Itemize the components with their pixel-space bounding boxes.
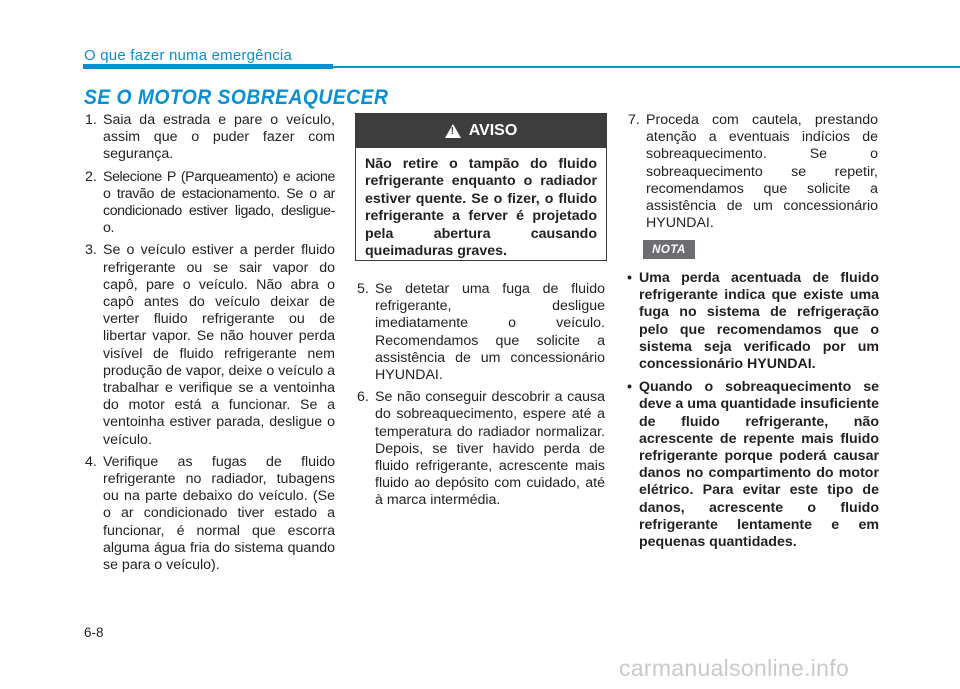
warning-triangle-icon xyxy=(445,124,461,138)
left-column xyxy=(85,112,335,579)
chapter-title: O que fazer numa emergência xyxy=(84,47,293,64)
step-text: Se o veículo estiver a perder fluido refrigerante ou se sair vapor do capô, pare o veículo. Não abra o capô antes do veículo deixar de verter fluido refrigerante ou de libertar vapor. Se não houver perda visível de fluido refrigerante nem produção de vapor, deixe o veículo a trabalhar e verifique se a ventoinha do motor está a funcionar. Se a ventoinha estiver parada, desligue o veículo. xyxy=(103,242,335,448)
step-text: Proceda com cautela, prestando atenção a eventuais indícios de sobreaquecimento. Se o sobreaquecimento se repetir, recomendamos que solicite a assistência de um concessionário HYUNDAI. xyxy=(646,112,878,232)
step-item xyxy=(628,112,878,232)
step-text: Saia da estrada e pare o veículo, assim que o puder fazer com segurança. xyxy=(103,112,335,163)
right-column xyxy=(628,112,878,237)
note-text: Uma perda acentuada de fluido refrigerante indica que existe uma fuga no sistema de refrigeração pelo que recomendamos que o sistema seja verificado por um concessionário HYUNDAI. xyxy=(639,270,879,373)
note-item xyxy=(627,379,879,551)
note-list xyxy=(627,270,879,557)
step-item xyxy=(357,281,605,384)
warning-text: Não retire o tampão do fluido refrigerante enquanto o radiador estiver quente. Se o fizer, o fluido refrigerante a ferver é projetado pela abertura causando queimaduras graves. xyxy=(365,156,597,260)
step-item xyxy=(357,389,605,509)
note-text: Quando o sobreaquecimento se deve a uma quantidade insuficiente de fluido refrigerante, não acrescente de repente mais fluido refrigerante porque poderá causar danos no compartimento do motor elétrico. Para evitar este tipo de danos, acrescente o fluido refrigerante lentamente e em pequenas quantidades. xyxy=(639,379,879,551)
warning-header xyxy=(356,114,606,148)
step-number: 6. xyxy=(357,389,369,406)
step-item xyxy=(85,112,335,164)
watermark: carmanualsonline.info xyxy=(619,655,850,681)
step-text: Selecione P (Parqueamento) e acione o travão de estacionamento. Se o ar condicionado estiver ligado, desligue-o. xyxy=(103,168,335,237)
step-number: 3. xyxy=(85,242,97,259)
step-text: Se detetar uma fuga de fluido refrigerante, desligue imediatamente o veículo. Recomendamos que solicite a assistência de um concessionário HYUNDAI. xyxy=(375,281,605,384)
step-item xyxy=(85,169,335,238)
step-text: Se não conseguir descobrir a causa do sobreaquecimento, espere até a temperatura do radiador normalizar. Depois, se tiver havido perda de fluido refrigerante, acrescente mais fluido ao depósito com cuidado, até à marca intermédia. xyxy=(375,389,605,509)
step-number: 1. xyxy=(85,112,97,128)
warning-box xyxy=(355,113,607,261)
step-item xyxy=(85,454,335,574)
bullet-icon: • xyxy=(627,270,632,286)
bullet-icon: • xyxy=(627,379,632,396)
middle-column xyxy=(357,281,605,515)
note-item xyxy=(627,270,879,373)
step-number: 5. xyxy=(357,281,369,297)
section-title: SE O MOTOR SOBREAQUECER xyxy=(84,86,389,109)
header-divider xyxy=(83,66,960,68)
step-number: 2. xyxy=(85,168,97,185)
warning-label: AVISO xyxy=(468,122,518,139)
page-number: 6-8 xyxy=(84,625,104,640)
note-badge: NOTA xyxy=(643,240,695,259)
step-item xyxy=(85,242,335,448)
step-number: 7. xyxy=(628,112,640,128)
step-number: 4. xyxy=(85,453,97,470)
step-text: Verifique as fugas de fluido refrigerante no radiador, tubagens ou na parte debaixo do veículo. (Se o ar condicionado tiver estado a funcionar, é normal que escorra alguma água fria do sistema quando se para o veículo). xyxy=(103,453,335,574)
